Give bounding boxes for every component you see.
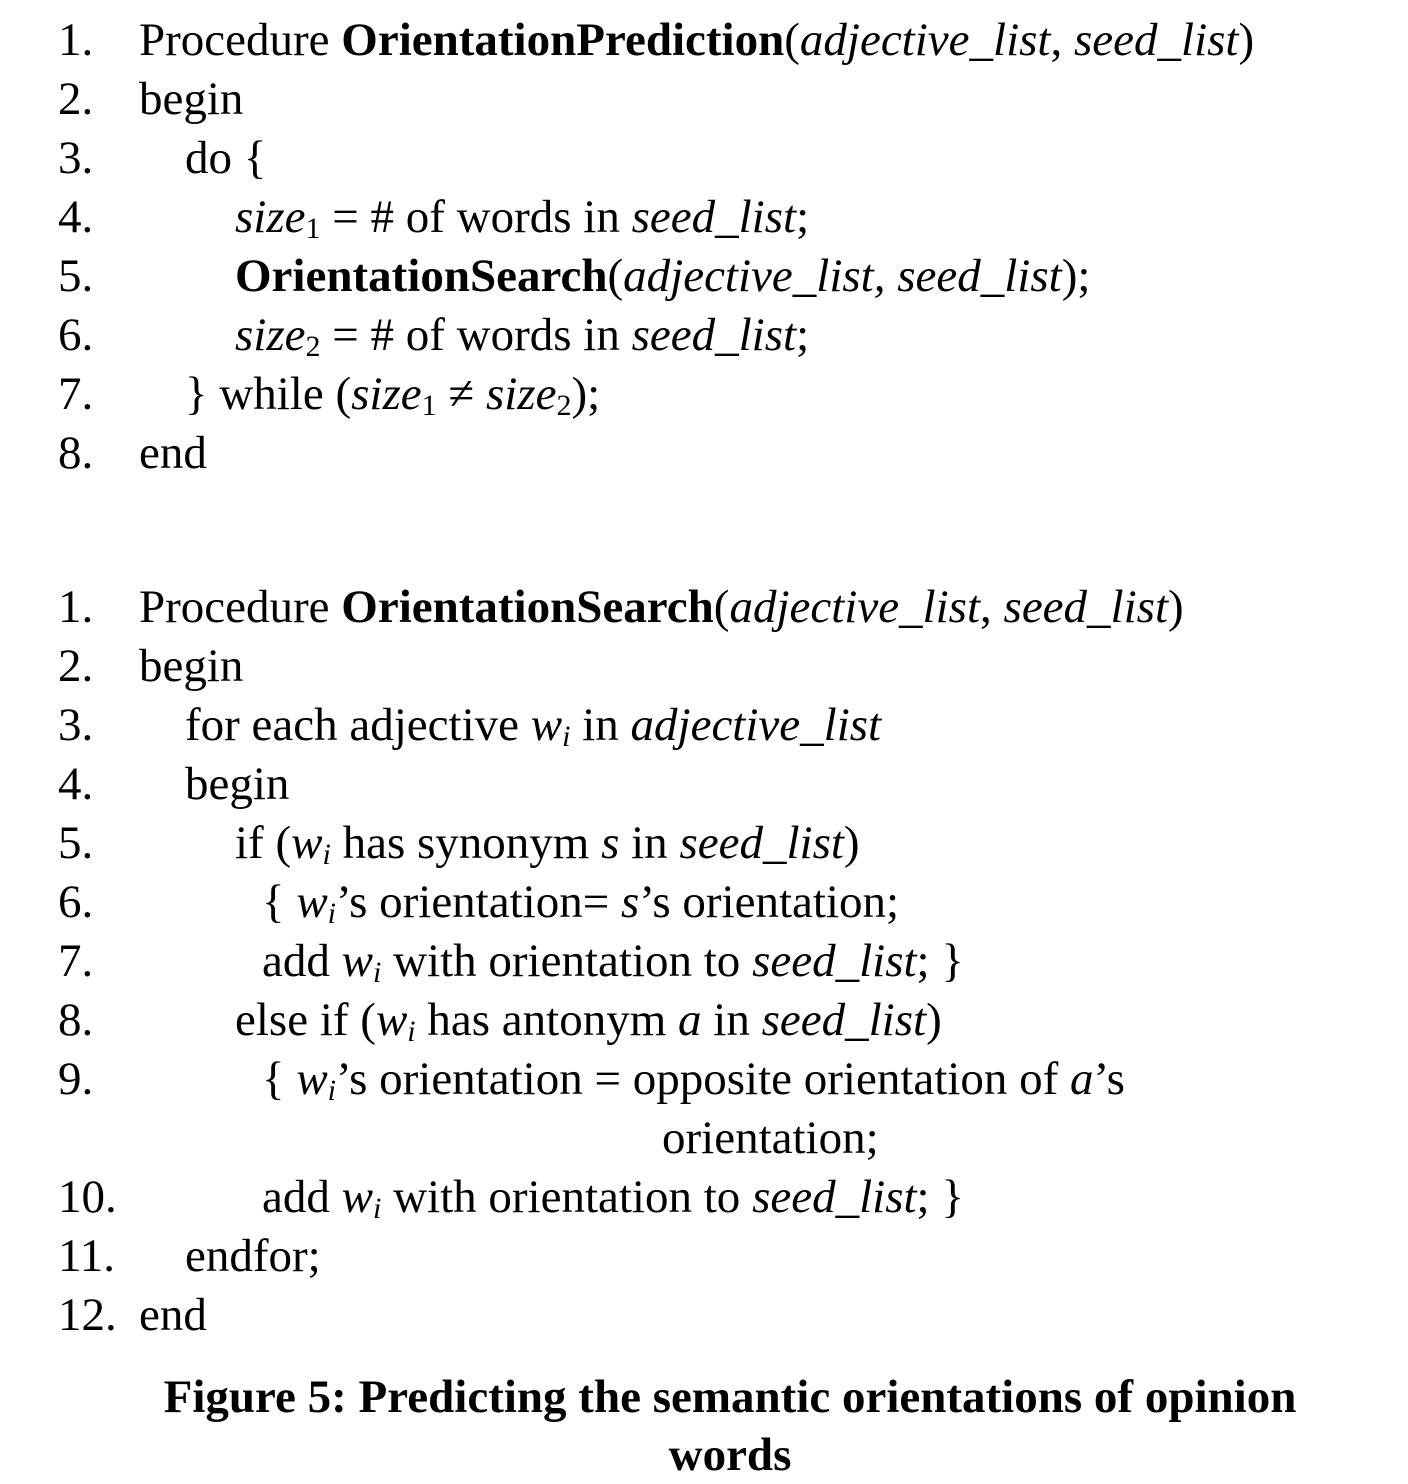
code-line: 7. add $w_i$ with orientation to seed_list; } (0, 931, 1408, 991)
line-number: 1. (58, 581, 94, 633)
line-number: 5. (58, 250, 94, 302)
procedure-name: OrientationSearch (341, 581, 714, 633)
line-number: 2. (58, 73, 94, 125)
variable: size (235, 191, 306, 243)
line-number: 8. (58, 427, 94, 479)
code-line: 1. Procedure OrientationPrediction(adjective_list, seed_list) (0, 10, 1408, 70)
code-line (0, 69, 1408, 129)
param: adjective_list (799, 14, 1051, 66)
line-number: 8. (58, 994, 94, 1046)
line-number: 6. (58, 309, 94, 361)
line-number: 4. (58, 191, 94, 243)
code-line: 4. size$_1$ = # of words in seed_list; (0, 187, 1408, 247)
keyword: end (139, 1289, 207, 1341)
code-line: 3. for each adjective $w_i$ in adjective_list (0, 695, 1408, 755)
code-line (0, 1285, 1408, 1345)
line-number: 11. (58, 1230, 116, 1282)
line-number: 3. (58, 132, 94, 184)
figure-caption (60, 1368, 1400, 1484)
keyword: begin (139, 640, 244, 692)
code-line: 10. add $w_i$ with orientation to seed_list; } (0, 1167, 1408, 1227)
line-number: 12. (58, 1289, 117, 1341)
line-number: 7. (58, 368, 94, 420)
code-line: 7. } while (size$_1$ ≠ size$_2$); (0, 364, 1408, 424)
procedure-name: OrientationPrediction (341, 14, 785, 66)
keyword: end (139, 427, 207, 479)
code-line: 5. if ($w_i$ has synonym s in seed_list) (0, 813, 1408, 873)
line-number: 9. (58, 1053, 94, 1105)
line-number: 1. (58, 14, 94, 66)
caption-line: Figure 5: Predicting the semantic orientations of opinion (163, 1371, 1297, 1423)
line-number: 3. (58, 699, 94, 751)
caption-line: words (668, 1429, 792, 1481)
code-line (0, 1226, 1408, 1286)
code-line: 1. Procedure OrientationSearch(adjective_list, seed_list) (0, 577, 1408, 637)
code-line: 6. size$_2$ = # of words in seed_list; (0, 305, 1408, 365)
line-number: 7. (58, 935, 94, 987)
keyword: Procedure (139, 14, 330, 66)
code-line (0, 423, 1408, 483)
keyword: begin (185, 758, 290, 810)
variable: size (235, 309, 306, 361)
line-number: 6. (58, 876, 94, 928)
procedure-call: OrientationSearch (235, 250, 608, 302)
code-line (0, 636, 1408, 696)
line-number: 2. (58, 640, 94, 692)
param: seed_list (1074, 14, 1239, 66)
keyword: Procedure (139, 581, 330, 633)
code-line-continuation: orientation; (662, 1112, 879, 1164)
keyword: endfor; (185, 1230, 321, 1282)
code-line (0, 754, 1408, 814)
code-line: 5. OrientationSearch(adjective_list, seed_list); (0, 246, 1408, 306)
code-line: 9. { $w_i’s$ orientation = opposite orientation of a’s (0, 1049, 1408, 1109)
keyword: do { (185, 132, 267, 184)
line-number: 10. (58, 1171, 117, 1223)
code-line (0, 128, 1408, 188)
line-number: 4. (58, 758, 94, 810)
keyword: begin (139, 73, 244, 125)
code-line: 6. { $w_i’s$ orientation= s’s orientation; (0, 872, 1408, 932)
code-line: 8. else if ($w_i$ has antonym a in seed_list) (0, 990, 1408, 1050)
line-number: 5. (58, 817, 94, 869)
